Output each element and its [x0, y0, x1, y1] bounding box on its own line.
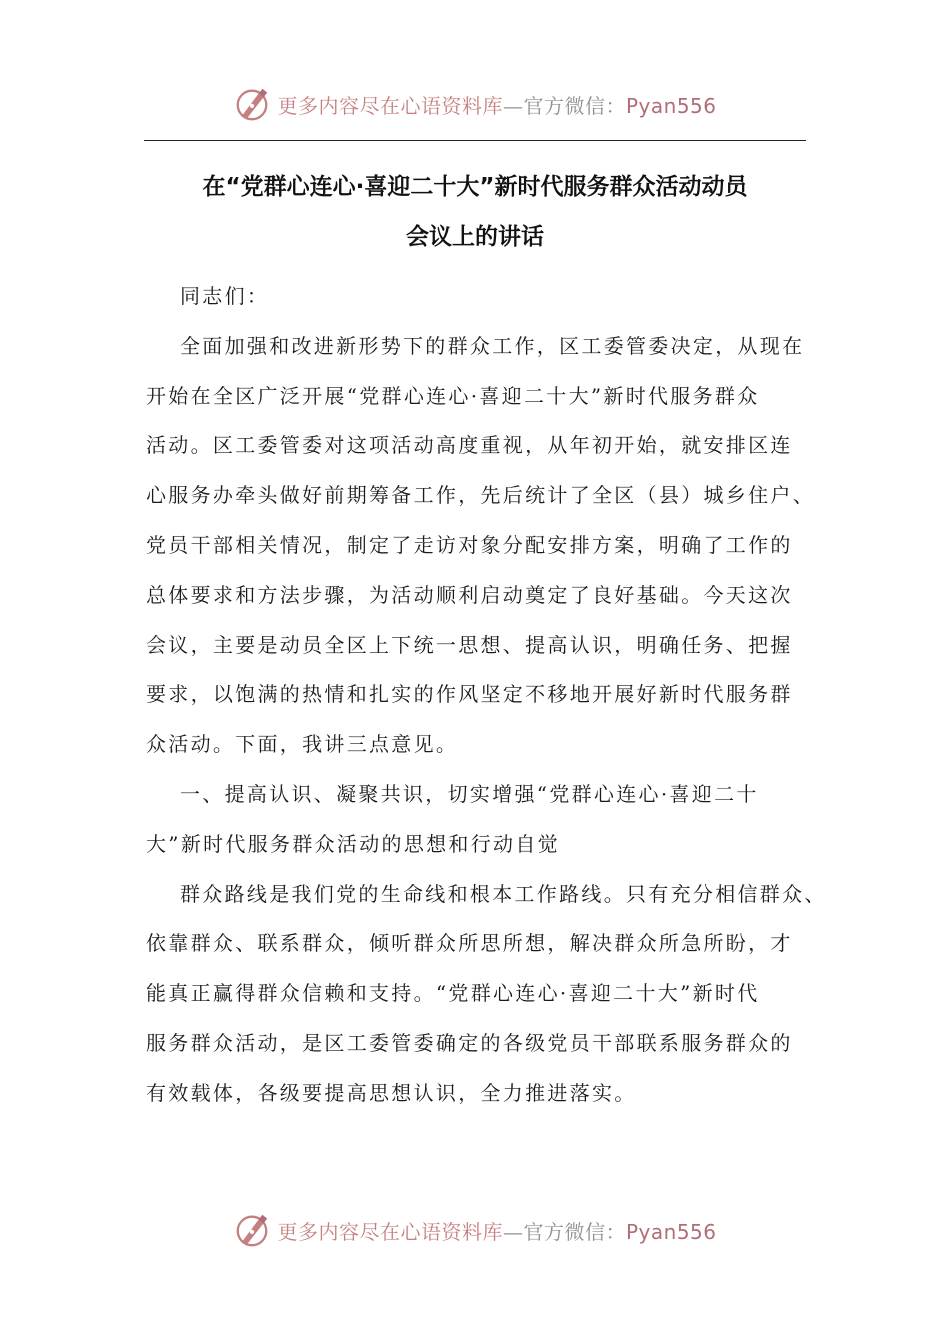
paragraph-line: 心服务办牵头做好前期筹备工作，先后统计了全区（县）城乡住户、	[146, 483, 815, 508]
paragraph-line: 开始在全区广泛开展“党群心连心·喜迎二十大”新时代服务群众	[146, 383, 760, 408]
pen-nib-logo-icon	[233, 1211, 271, 1249]
footer-banner	[0, 1208, 950, 1252]
paragraph-line: 总体要求和方法步骤，为活动顺利启动奠定了良好基础。今天这次	[146, 582, 793, 607]
paragraph-line: 众活动。下面，我讲三点意见。	[146, 732, 459, 757]
banner-text-library: 更多内容尽在心语资料库	[277, 93, 503, 118]
banner-text-library: 更多内容尽在心语资料库	[277, 1219, 503, 1244]
title-line-1: 在“党群心连心·喜迎二十大”新时代服务群众活动动员	[202, 174, 748, 200]
document-body	[146, 272, 827, 1119]
banner-text	[277, 1216, 716, 1245]
banner-text	[277, 90, 716, 119]
paragraph-line: 依靠群众、联系群众，倾听群众所思所想，解决群众所急所盼，才	[146, 931, 793, 956]
paragraph-line: 服务群众活动，是区工委管委确定的各级党员干部联系服务群众的	[146, 1030, 793, 1055]
section-heading-line: 大”新时代服务群众活动的思想和行动自觉	[146, 831, 560, 856]
pen-nib-logo-icon	[233, 85, 271, 123]
salutation: 同志们：	[180, 284, 270, 308]
title-line-2: 会议上的讲话	[406, 224, 544, 250]
paragraph-line: 全面加强和改进新形势下的群众工作，区工委管委决定，从现在	[180, 333, 805, 358]
banner-text-wechat-label: —官方微信：	[502, 93, 626, 118]
banner-text-wechat-id: Pyan556	[625, 93, 717, 118]
section-heading-line: 一、提高认识、凝聚共识，切实增强“党群心连心·喜迎二十	[180, 781, 759, 806]
document-title	[144, 162, 806, 262]
paragraph-line: 会议，主要是动员全区上下统一思想、提高认识，明确任务、把握	[146, 632, 793, 657]
paragraph-line: 群众路线是我们党的生命线和根本工作路线。只有充分相信群众、	[180, 881, 827, 906]
banner-text-wechat-label: —官方微信：	[502, 1219, 626, 1244]
header-banner	[0, 82, 950, 126]
paragraph-line: 党员干部相关情况，制定了走访对象分配安排方案，明确了工作的	[146, 532, 793, 557]
header-divider	[144, 140, 806, 141]
banner-text-wechat-id: Pyan556	[625, 1219, 717, 1244]
paragraph-line: 活动。区工委管委对这项活动高度重视，从年初开始，就安排区连	[146, 433, 793, 458]
paragraph-line: 有效载体，各级要提高思想认识，全力推进落实。	[146, 1080, 637, 1105]
paragraph-line: 能真正赢得群众信赖和支持。“党群心连心·喜迎二十大”新时代	[146, 981, 760, 1006]
paragraph-line: 要求，以饱满的热情和扎实的作风坚定不移地开展好新时代服务群	[146, 682, 793, 707]
